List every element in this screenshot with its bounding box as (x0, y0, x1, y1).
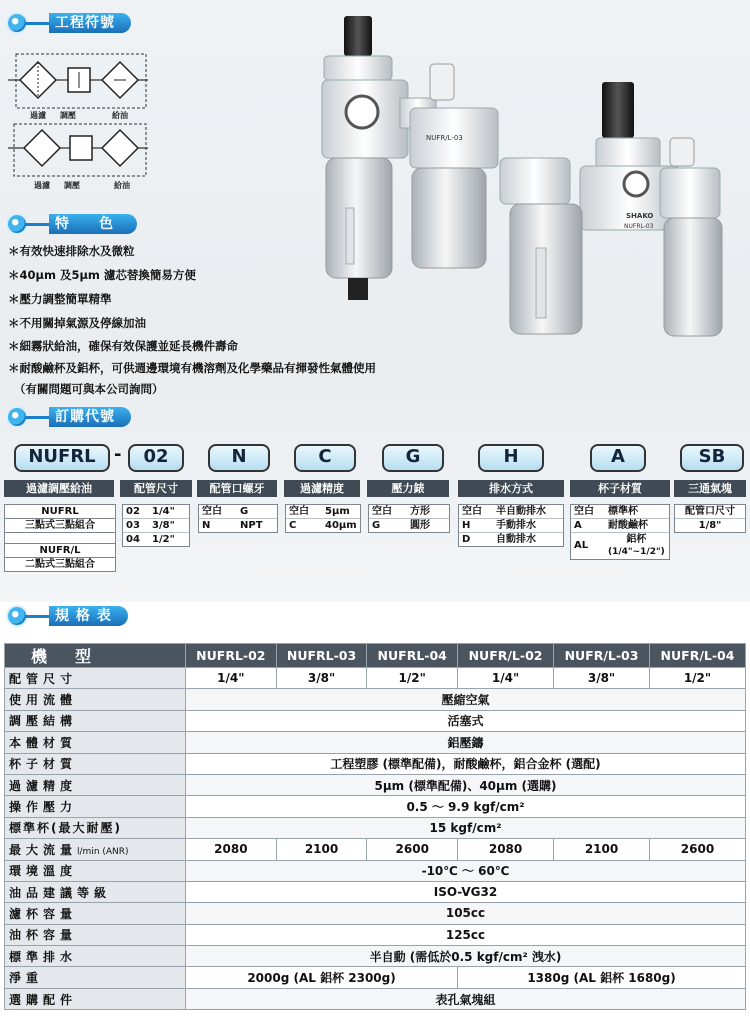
spec-label: 標準排水 (5, 946, 186, 967)
feature-item: ＊不用關掉氣源及停線加油 (8, 316, 146, 330)
option-code: 空白 (202, 506, 222, 517)
option-model-code-2: NUFR/L (5, 543, 115, 558)
spec-value: 2080 (186, 839, 277, 860)
spec-value: 2000g (AL 鋁杯 2300g) (186, 967, 458, 988)
option-value: NPT (240, 520, 263, 531)
feature-item: ＊耐酸鹼杯及鋁杯，可供週邊環境有機溶劑及化學藥品有揮發性氣體使用 (8, 361, 376, 375)
option-value: 耐酸鹼杯 (608, 520, 648, 531)
spec-row (5, 967, 746, 988)
spec-value: 105cc (186, 903, 746, 924)
spec-label: 淨重 (5, 967, 186, 988)
symbol-label-filter: 過濾 (30, 111, 46, 120)
option-block-value: 1/8" (698, 520, 722, 531)
spec-value: 活塞式 (186, 710, 746, 731)
spec-row (5, 710, 746, 731)
option-block-label: 配管口尺寸 (675, 505, 745, 519)
option-cup (570, 504, 670, 560)
spec-label: 配管尺寸 (5, 668, 186, 689)
spec-row (5, 946, 746, 967)
option-gauge (368, 504, 450, 533)
spec-label: 最大流量l/min (ANR) (5, 839, 186, 860)
category-header: 壓力錶 (367, 480, 449, 497)
spec-row (5, 839, 746, 860)
section-title: 工程符號 (49, 13, 131, 33)
spec-label: 操作壓力 (5, 796, 186, 817)
section-header-ordering (8, 406, 131, 428)
spec-model-header: NUFR/L-03 (554, 644, 650, 668)
spec-label: 油杯容量 (5, 924, 186, 945)
spec-value: 1/2" (650, 668, 746, 689)
option-model-desc-2: 二點式三點組合 (25, 559, 95, 570)
spec-label: 使用流體 (5, 689, 186, 710)
spec-header-row (5, 644, 746, 668)
spec-row (5, 988, 746, 1009)
spec-value: 2100 (554, 839, 650, 860)
spec-value: 工程塑膠 (標準配備)，耐酸鹼杯，鋁合金杯 (選配) (186, 753, 746, 774)
spec-value: 2600 (650, 839, 746, 860)
option-model (4, 504, 116, 572)
spec-label: 調壓結構 (5, 710, 186, 731)
section-header-specs (8, 605, 128, 627)
spec-model-header: NUFR/L-04 (650, 644, 746, 668)
symbol-label-lubricator: 給油 (112, 111, 128, 120)
feature-item: ＊有效快速排除水及微粒 (8, 244, 135, 258)
option-code: G (372, 520, 381, 531)
option-size (122, 504, 190, 547)
option-value: 標準杯 (608, 506, 638, 517)
spec-row (5, 753, 746, 774)
option-code: 02 (126, 506, 140, 517)
option-value: 40µm (325, 520, 357, 531)
option-value: 圓形 (410, 520, 430, 531)
option-value: 方形 (410, 506, 430, 517)
combo-symbol-icon (8, 122, 148, 178)
symbol-label-filter-2: 過濾 (34, 181, 50, 190)
bullet-icon (8, 408, 26, 426)
spec-row (5, 817, 746, 838)
option-model-code: NUFRL (5, 505, 115, 519)
product-model-label-a: NUFR/L-03 (426, 134, 463, 142)
code-model: NUFRL (14, 444, 110, 472)
spec-row (5, 796, 746, 817)
option-code: C (289, 520, 297, 531)
option-value-note: (1/4"~1/2") (608, 547, 665, 557)
spec-label: 油品建議等級 (5, 881, 186, 902)
option-value: 1/4" (152, 506, 175, 517)
section-header-features (8, 213, 137, 235)
spec-row (5, 903, 746, 924)
code-thread: N (208, 444, 270, 472)
spec-value: 1380g (AL 鋁杯 1680g) (458, 967, 746, 988)
spec-value: 壓縮空氣 (186, 689, 746, 710)
option-value: 1/2" (152, 534, 175, 545)
spec-model-header: NUFRL-03 (276, 644, 367, 668)
spec-row (5, 668, 746, 689)
option-model-desc: 三點式三點組合 (5, 519, 115, 533)
spec-label: 濾杯容量 (5, 903, 186, 924)
feature-note: （有關問題可與本公司詢問） (14, 382, 164, 396)
option-code: 空白 (372, 506, 392, 517)
spec-row (5, 881, 746, 902)
symbol-label-regulator: 調壓 (60, 111, 76, 120)
option-code: D (462, 534, 471, 545)
option-value: 3/8" (152, 520, 175, 531)
product-image (300, 8, 750, 348)
option-code: A (574, 520, 582, 531)
spec-value: 1/2" (367, 668, 458, 689)
code-size: 02 (128, 444, 184, 472)
code-drain: H (478, 444, 544, 472)
spec-value: 0.5 ～ 9.9 kgf/cm² (186, 796, 746, 817)
feature-item: ＊40µm 及5µm 濾芯替換簡易方便 (8, 268, 196, 282)
option-value: G (240, 506, 249, 517)
spec-value: 鋁壓鑄 (186, 732, 746, 753)
bullet-icon (8, 215, 26, 233)
option-value: 半自動排水 (496, 506, 546, 517)
feature-item: ＊壓力調整簡單精準 (8, 292, 112, 306)
spec-label: 過濾精度 (5, 774, 186, 795)
option-thread (198, 504, 278, 533)
spec-value: -10℃ ～ 60℃ (186, 860, 746, 881)
spec-row (5, 924, 746, 945)
spec-label: 選購配件 (5, 988, 186, 1009)
option-code: 空白 (462, 506, 482, 517)
spec-value: ISO-VG32 (186, 881, 746, 902)
code-dash: - (114, 444, 122, 465)
spec-value: 表孔氣塊組 (186, 988, 746, 1009)
spec-value: 3/8" (554, 668, 650, 689)
section-title: 特 色 (49, 214, 137, 234)
spec-value: 2080 (458, 839, 554, 860)
option-value: 自動排水 (496, 534, 536, 545)
option-value: 鋁杯 (626, 534, 647, 545)
option-drain (458, 504, 564, 547)
spec-row (5, 689, 746, 710)
code-gauge: G (382, 444, 444, 472)
spec-value: 1/4" (186, 668, 277, 689)
code-cup: A (590, 444, 646, 472)
spec-model-header: NUFRL-04 (367, 644, 458, 668)
spec-row (5, 860, 746, 881)
product-model-label-b: NUFRL-03 (624, 223, 654, 230)
spec-value: 1/4" (458, 668, 554, 689)
option-code: 04 (126, 534, 140, 545)
bullet-icon (8, 14, 26, 32)
section-header-symbols (8, 12, 131, 34)
category-header: 配管口螺牙 (197, 480, 277, 497)
category-header: 過濾精度 (284, 480, 360, 497)
category-header: 配管尺寸 (120, 480, 192, 497)
category-header: 杯子材質 (570, 480, 670, 497)
option-code: 03 (126, 520, 140, 531)
option-filter (285, 504, 361, 533)
spec-value: 15 kgf/cm² (186, 817, 746, 838)
spec-table (4, 643, 746, 1010)
option-code: AL (574, 540, 589, 551)
spec-unit: l/min (ANR) (77, 846, 129, 857)
option-code: N (202, 520, 211, 531)
category-header: 三通氣塊 (674, 480, 746, 497)
spec-row (5, 774, 746, 795)
section-title: 規 格 表 (49, 606, 128, 626)
option-block (674, 504, 746, 533)
option-code: 空白 (574, 506, 594, 517)
spec-value: 2100 (276, 839, 367, 860)
feature-item: ＊細霧狀給油，確保有效保護並延長機件壽命 (8, 339, 238, 353)
spec-label: 標準杯(最大耐壓) (5, 817, 186, 838)
spec-value: 3/8" (276, 668, 367, 689)
option-code: H (462, 520, 471, 531)
symbol-label-lubricator-2: 給油 (114, 181, 130, 190)
spec-corner-header: 機型 (5, 644, 186, 668)
symbol-label-regulator-2: 調壓 (64, 181, 80, 190)
section-title: 訂購代號 (49, 407, 131, 427)
bullet-icon (8, 607, 26, 625)
spec-label: 環境溫度 (5, 860, 186, 881)
category-header: 排水方式 (458, 480, 564, 497)
spec-label: 本體材質 (5, 732, 186, 753)
spec-value: 5µm (標準配備)、40µm (選購) (186, 774, 746, 795)
category-header: 過濾調壓給油 (4, 480, 114, 497)
spec-row (5, 732, 746, 753)
code-filter: C (294, 444, 356, 472)
option-code: 空白 (289, 506, 309, 517)
product-brand-label: SHAKO (626, 212, 654, 220)
spec-label: 杯子材質 (5, 753, 186, 774)
option-value: 手動排水 (496, 520, 536, 531)
frl-symbol-icon (8, 52, 148, 112)
option-value: 5µm (325, 506, 350, 517)
spec-value: 2600 (367, 839, 458, 860)
spec-value: 125cc (186, 924, 746, 945)
spec-value: 半自動 (需低於0.5 kgf/cm² 洩水) (186, 946, 746, 967)
code-block: SB (680, 444, 744, 472)
spec-model-header: NUFR/L-02 (458, 644, 554, 668)
spec-model-header: NUFRL-02 (186, 644, 277, 668)
